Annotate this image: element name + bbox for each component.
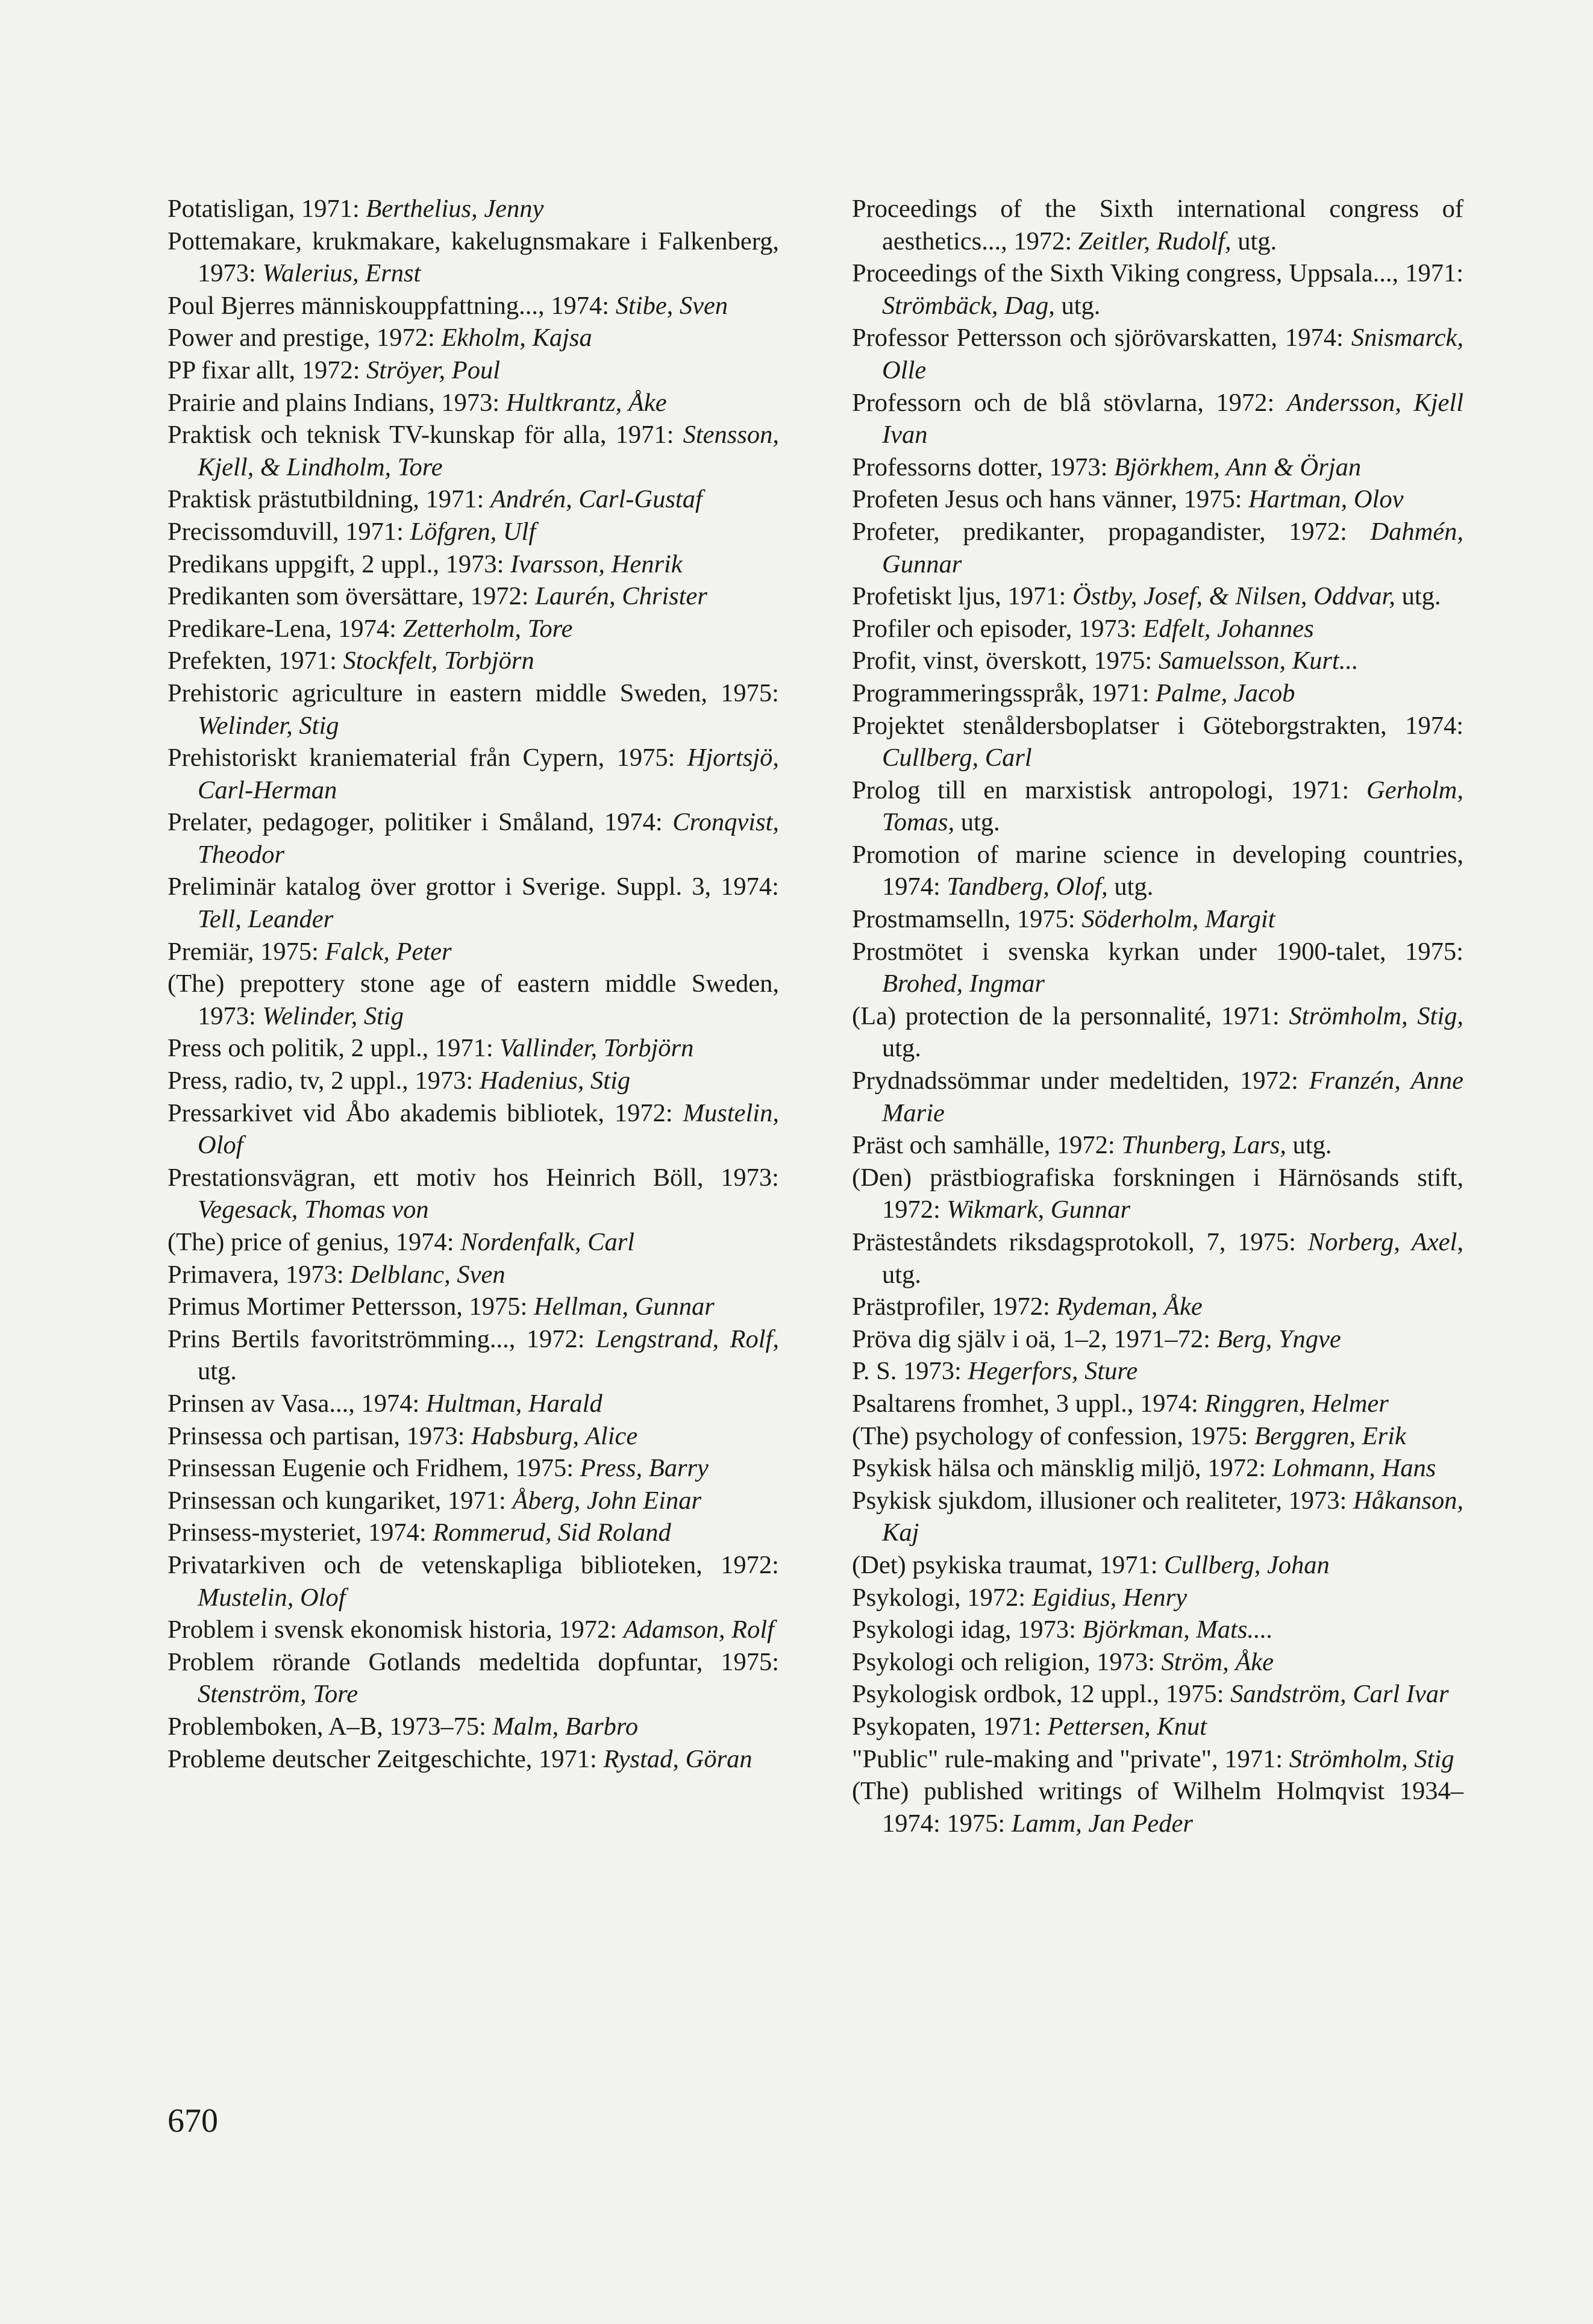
entry-author: Berggren, Erik [1254, 1421, 1406, 1450]
index-entry [167, 1549, 779, 1614]
entry-title: Praktisk och teknisk TV-kunskap för alla, 1971: [167, 421, 683, 449]
index-entry [167, 1485, 779, 1517]
index-entry [167, 645, 779, 677]
entry-title: Pröva dig själv i oä, 1–2, 1971–72: [852, 1324, 1217, 1353]
entry-title: Professorn och de blå stövlarna, 1972: [852, 388, 1287, 417]
entry-title: Power and prestige, 1972: [167, 324, 442, 352]
entry-author: Samuelsson, Kurt... [1158, 647, 1359, 675]
entry-title: (The) published writings of Wilhelm Holmqvist 1934–1974: 1975: [852, 1777, 1463, 1838]
entry-suffix: utg. [1231, 227, 1277, 255]
index-entry [852, 1711, 1463, 1743]
entry-title: Psykologi idag, 1973: [852, 1615, 1083, 1644]
entry-author: Welinder, Stig [198, 711, 339, 740]
index-entry [852, 710, 1463, 774]
entry-title: (Den) prästbiografiska forskningen i Härnösands stift, 1972: [852, 1163, 1463, 1224]
entry-title: Primavera, 1973: [167, 1260, 351, 1289]
entry-author: Stenström, Tore [198, 1680, 358, 1709]
entry-title: Pottemakare, krukmakare, kakelugnsmakare i Falkenberg, 1973: [167, 227, 779, 288]
entry-title: Probleme deutscher Zeitgeschichte, 1971: [167, 1744, 604, 1773]
entry-author: Håkanson, Kaj [882, 1486, 1463, 1547]
entry-title: (Det) psykiska traumat, 1971: [852, 1550, 1165, 1579]
entry-title: Prydnadssömmar under medeltiden, 1972: [852, 1066, 1309, 1095]
entry-author: Stensson, Kjell, & Lindholm, Tore [198, 421, 779, 481]
index-entry [852, 1775, 1463, 1840]
index-entry [852, 1420, 1463, 1453]
index-entry [167, 1452, 779, 1485]
entry-author: Habsburg, Alice [471, 1421, 638, 1450]
entry-author: Laurén, Christer [535, 582, 707, 611]
index-entry [852, 1323, 1463, 1356]
entry-author: Welinder, Stig [262, 1001, 404, 1030]
entry-title: Pressarkivet vid Åbo akademis bibliotek, 1972: [167, 1098, 683, 1127]
index-entry [852, 1549, 1463, 1582]
entry-title: Primus Mortimer Pettersson, 1975: [167, 1292, 534, 1321]
index-entry [852, 387, 1463, 451]
entry-author: Stockfelt, Torbjörn [343, 647, 534, 675]
entry-title: Psaltarens fromhet, 3 uppl., 1974: [852, 1389, 1205, 1418]
entry-title: Prehistoriskt kraniematerial från Cypern, 1975: [167, 744, 687, 772]
entry-title: Precissomduvill, 1971: [167, 517, 410, 546]
entry-title: Premiär, 1975: [167, 937, 325, 966]
entry-title: Prinsessan och kungariket, 1971: [167, 1486, 513, 1515]
index-entry [852, 516, 1463, 580]
index-entry [852, 1355, 1463, 1388]
index-entry [167, 225, 779, 290]
index-entry [852, 257, 1463, 322]
entry-title: Prelater, pedagoger, politiker i Småland, 1974: [167, 808, 673, 837]
entry-title: Profeter, predikanter, propagandister, 1972: [852, 517, 1371, 546]
entry-title: Psykopaten, 1971: [852, 1712, 1048, 1741]
index-entry [167, 1291, 779, 1323]
entry-title: Press och politik, 2 uppl., 1971: [167, 1034, 500, 1063]
entry-author: Edfelt, Johannes [1143, 614, 1314, 643]
entry-title: (The) prepottery stone age of eastern middle Sweden, 1973: [167, 969, 779, 1030]
entry-author: Pettersen, Knut [1047, 1712, 1207, 1741]
entry-author: Thunberg, Lars, [1121, 1131, 1286, 1160]
entry-title: (The) psychology of confession, 1975: [852, 1421, 1255, 1450]
entry-author: Brohed, Ingmar [882, 969, 1045, 998]
index-entry [167, 613, 779, 645]
entry-author: Hartman, Olov [1248, 485, 1404, 514]
entry-author: Hegerfors, Sture [968, 1357, 1138, 1386]
entry-author: Lohmann, Hans [1272, 1454, 1436, 1483]
entry-author: Norberg, Axel, [1307, 1228, 1463, 1256]
index-entry [167, 871, 779, 935]
index-entry [852, 1452, 1463, 1485]
index-entry [167, 516, 779, 548]
entry-suffix: utg. [1107, 872, 1154, 901]
entry-title: Professor Pettersson och sjörövarskatten, 1974: [852, 324, 1351, 352]
index-entry [167, 548, 779, 581]
entry-title: (The) price of genius, 1974: [167, 1228, 461, 1256]
entry-author: Berg, Yngve [1216, 1324, 1341, 1353]
index-entry [167, 1032, 779, 1065]
entry-title: Psykologisk ordbok, 12 uppl., 1975: [852, 1680, 1231, 1709]
entry-author: Ström, Åke [1161, 1647, 1274, 1676]
index-entry [167, 193, 779, 225]
entry-author: Delblanc, Sven [350, 1260, 505, 1289]
index-entry [167, 419, 779, 483]
index-entry [852, 645, 1463, 677]
entry-title: Promotion of marine science in developing countries, 1974: [852, 840, 1463, 901]
entry-suffix: utg. [1395, 582, 1441, 611]
entry-author: Lengstrand, Rolf, [595, 1324, 779, 1353]
entry-title: Prins Bertils favoritströmming..., 1972: [167, 1324, 596, 1353]
entry-title: Poul Bjerres människouppfattning..., 1974: [167, 291, 616, 320]
entry-author: Sandström, Carl Ivar [1230, 1680, 1449, 1709]
entry-author: Ivarsson, Henrik [510, 550, 683, 578]
entry-author: Rydeman, Åke [1056, 1292, 1203, 1321]
entry-title: PP fixar allt, 1972: [167, 355, 367, 384]
entry-title: Press, radio, tv, 2 uppl., 1973: [167, 1066, 480, 1095]
entry-author: Strömholm, Stig [1289, 1744, 1454, 1773]
index-entry [852, 1485, 1463, 1549]
entry-author: Hadenius, Stig [479, 1066, 631, 1095]
entry-title: Psykisk hälsa och mänsklig miljö, 1972: [852, 1454, 1272, 1483]
entry-title: Problem rörande Gotlands medeltida dopfuntar, 1975: [167, 1647, 779, 1676]
entry-title: Psykisk sjukdom, illusioner och realiteter, 1973: [852, 1486, 1354, 1515]
entry-title: Prästprofiler, 1972: [852, 1292, 1057, 1321]
entry-author: Björkhem, Ann & Örjan [1114, 453, 1362, 481]
index-entry [167, 580, 779, 613]
entry-title: Praktisk prästutbildning, 1971: [167, 485, 490, 514]
index-entry [852, 1291, 1463, 1323]
entry-title: "Public" rule-making and "private", 1971: [852, 1744, 1289, 1773]
entry-title: Potatisligan, 1971: [167, 195, 366, 223]
entry-author: Östby, Josef, & Nilsen, Oddvar, [1072, 582, 1395, 611]
index-entry [167, 1065, 779, 1097]
entry-author: Berthelius, Jenny [366, 195, 544, 223]
index-entry [852, 903, 1463, 936]
entry-title: Predikare-Lena, 1974: [167, 614, 403, 643]
entry-title: Problemboken, A–B, 1973–75: [167, 1712, 493, 1741]
entry-author: Söderholm, Margit [1081, 905, 1275, 934]
entry-author: Lamm, Jan Peder [1011, 1809, 1193, 1838]
index-entry [167, 1420, 779, 1453]
index-entry [852, 613, 1463, 645]
entry-author: Wikmark, Gunnar [947, 1195, 1130, 1224]
entry-title: Prinsessa och partisan, 1973: [167, 1421, 472, 1450]
index-entry [852, 1162, 1463, 1226]
entry-author: Andersson, Kjell Ivan [882, 388, 1464, 449]
entry-author: Rommerud, Sid Roland [433, 1518, 671, 1547]
entry-author: Hultman, Harald [425, 1389, 602, 1418]
entry-author: Nordenfalk, Carl [460, 1228, 635, 1256]
entry-author: Cronqvist, Theodor [198, 808, 779, 869]
entry-title: Professorns dotter, 1973: [852, 453, 1115, 481]
index-entry [852, 1226, 1463, 1291]
index-entry [167, 806, 779, 871]
index-entry [167, 968, 779, 1032]
entry-author: Press, Barry [580, 1454, 709, 1483]
entry-title: Psykologi och religion, 1973: [852, 1647, 1162, 1676]
entry-author: Falck, Peter [325, 937, 452, 966]
entry-title: Projektet stenåldersboplatser i Göteborgstrakten, 1974: [852, 711, 1463, 740]
entry-title: Predikanten som översättare, 1972: [167, 582, 536, 611]
entry-title: Prostmamselln, 1975: [852, 905, 1082, 934]
index-entry [852, 322, 1463, 386]
index-entry [167, 354, 779, 387]
entry-title: Prinsess-mysteriet, 1974: [167, 1518, 433, 1547]
index-entry [852, 1582, 1463, 1614]
index-entry [167, 1517, 779, 1549]
entry-author: Franzén, Anne Marie [882, 1066, 1463, 1127]
entry-suffix: utg. [954, 808, 1000, 837]
entry-title: Problem i svensk ekonomisk historia, 1972: [167, 1615, 624, 1644]
entry-title: Prästeståndets riksdagsprotokoll, 7, 1975: [852, 1228, 1308, 1256]
index-entry [167, 387, 779, 419]
index-entry [167, 1743, 779, 1776]
entry-author: Tandberg, Olof, [947, 872, 1108, 901]
entry-title: Prinsessan Eugenie och Fridhem, 1975: [167, 1454, 580, 1483]
entry-title: Proceedings of the Sixth Viking congress, Uppsala..., 1971: [852, 259, 1463, 288]
index-entry [167, 290, 779, 322]
entry-title: Prehistoric agriculture in eastern middle Sweden, 1975: [167, 678, 779, 707]
entry-author: Björkman, Mats.... [1082, 1615, 1273, 1644]
entry-title: Prostmötet i svenska kyrkan under 1900-talet, 1975: [852, 937, 1463, 966]
entry-author: Vegesack, Thomas von [198, 1195, 429, 1224]
entry-title: (La) protection de la personnalité, 1971: [852, 1001, 1289, 1030]
index-entry [167, 677, 779, 742]
index-entry [852, 193, 1463, 257]
index-entry [852, 451, 1463, 484]
index-entry [852, 1678, 1463, 1711]
index-entry [167, 1388, 779, 1420]
entry-author: Hellman, Gunnar [533, 1292, 715, 1321]
entry-author: Walerius, Ernst [262, 259, 421, 288]
index-entry [167, 1226, 779, 1259]
entry-title: Profit, vinst, överskott, 1975: [852, 647, 1159, 675]
index-entry [852, 774, 1463, 839]
entry-author: Hultkrantz, Åke [505, 388, 667, 417]
index-entry [852, 483, 1463, 516]
entry-author: Snismarck, Olle [882, 324, 1463, 384]
entry-author: Mustelin, Olof [198, 1098, 779, 1160]
entry-title: Proceedings of the Sixth international congress of aesthetics..., 1972: [852, 195, 1463, 255]
index-entry [167, 322, 779, 354]
entry-author: Ekholm, Kajsa [441, 324, 592, 352]
entry-title: Predikans uppgift, 2 uppl., 1973: [167, 550, 510, 578]
entry-author: Ringgren, Helmer [1204, 1389, 1389, 1418]
index-entry [167, 1259, 779, 1291]
entry-title: Prinsen av Vasa..., 1974: [167, 1389, 426, 1418]
index-entry [167, 1097, 779, 1162]
entry-title: Prestationsvägran, ett motiv hos Heinrich Böll, 1973: [167, 1163, 779, 1192]
index-entry [167, 1646, 779, 1711]
entry-title: Prolog till en marxistisk antropologi, 1971: [852, 775, 1367, 804]
entry-author: Stibe, Sven [615, 291, 728, 320]
index-entry [167, 1711, 779, 1743]
entry-author: Adamson, Rolf [623, 1615, 774, 1644]
index-entry [167, 742, 779, 806]
entry-suffix: utg. [1054, 291, 1101, 320]
index-entry [852, 1065, 1463, 1129]
entry-author: Mustelin, Olof [198, 1583, 346, 1612]
entry-title: Profiler och episoder, 1973: [852, 614, 1144, 643]
entry-suffix: utg. [198, 1357, 237, 1386]
entry-suffix: utg. [882, 1034, 921, 1063]
index-entry [167, 1323, 779, 1388]
entry-author: Strömbäck, Dag, [882, 291, 1055, 320]
index-column-right [852, 193, 1463, 1840]
index-entry [852, 1129, 1463, 1162]
index-entry [852, 936, 1463, 1000]
index-entry [852, 839, 1463, 903]
entry-author: Ströyer, Poul [366, 355, 501, 384]
entry-title: Profeten Jesus och hans vänner, 1975: [852, 485, 1249, 514]
entry-author: Rystad, Göran [603, 1744, 753, 1773]
entry-author: Cullberg, Johan [1164, 1550, 1330, 1579]
entry-title: Prairie and plains Indians, 1973: [167, 388, 506, 417]
entry-author: Palme, Jacob [1156, 678, 1295, 707]
index-entry [167, 1162, 779, 1226]
entry-title: P. S. 1973: [852, 1357, 968, 1386]
entry-author: Tell, Leander [198, 905, 334, 934]
index-entry [852, 1646, 1463, 1679]
index-entry [852, 580, 1463, 613]
entry-author: Malm, Barbro [492, 1712, 639, 1741]
entry-author: Zeitler, Rudolf, [1078, 227, 1232, 255]
index-entry [852, 1614, 1463, 1646]
entry-title: Preliminär katalog över grottor i Sverige. Suppl. 3, 1974: [167, 872, 779, 901]
entry-suffix: utg. [882, 1260, 921, 1289]
entry-author: Strömholm, Stig, [1289, 1001, 1464, 1030]
entry-author: Åberg, John Einar [512, 1486, 702, 1515]
index-entry [167, 1614, 779, 1646]
entry-author: Cullberg, Carl [882, 744, 1032, 772]
entry-author: Vallinder, Torbjörn [499, 1034, 694, 1063]
entry-title: Privatarkiven och de vetenskapliga biblioteken, 1972: [167, 1550, 779, 1579]
entry-title: Psykologi, 1972: [852, 1583, 1032, 1612]
entry-author: Löfgren, Ulf [410, 517, 536, 546]
index-entry [167, 483, 779, 516]
entry-author: Gerholm, Tomas, [882, 775, 1463, 837]
page-number: 670 [167, 2102, 218, 2140]
entry-author: Zetterholm, Tore [402, 614, 573, 643]
index-entry [852, 1000, 1463, 1065]
entry-author: Egidius, Henry [1031, 1583, 1188, 1612]
index-entry [852, 1743, 1463, 1776]
entry-title: Prefekten, 1971: [167, 647, 343, 675]
index-entry [167, 936, 779, 968]
index-entry [852, 677, 1463, 710]
entry-suffix: utg. [1286, 1131, 1332, 1160]
entry-title: Präst och samhälle, 1972: [852, 1131, 1122, 1160]
entry-title: Profetiskt ljus, 1971: [852, 582, 1072, 611]
index-column-left [167, 193, 779, 1775]
entry-author: Dahmén, Gunnar [882, 517, 1463, 578]
entry-title: Programmeringsspråk, 1971: [852, 678, 1156, 707]
entry-author: Andrén, Carl-Gustaf [490, 485, 703, 514]
entry-author: Hjortsjö, Carl-Herman [198, 744, 779, 804]
index-entry [852, 1388, 1463, 1420]
